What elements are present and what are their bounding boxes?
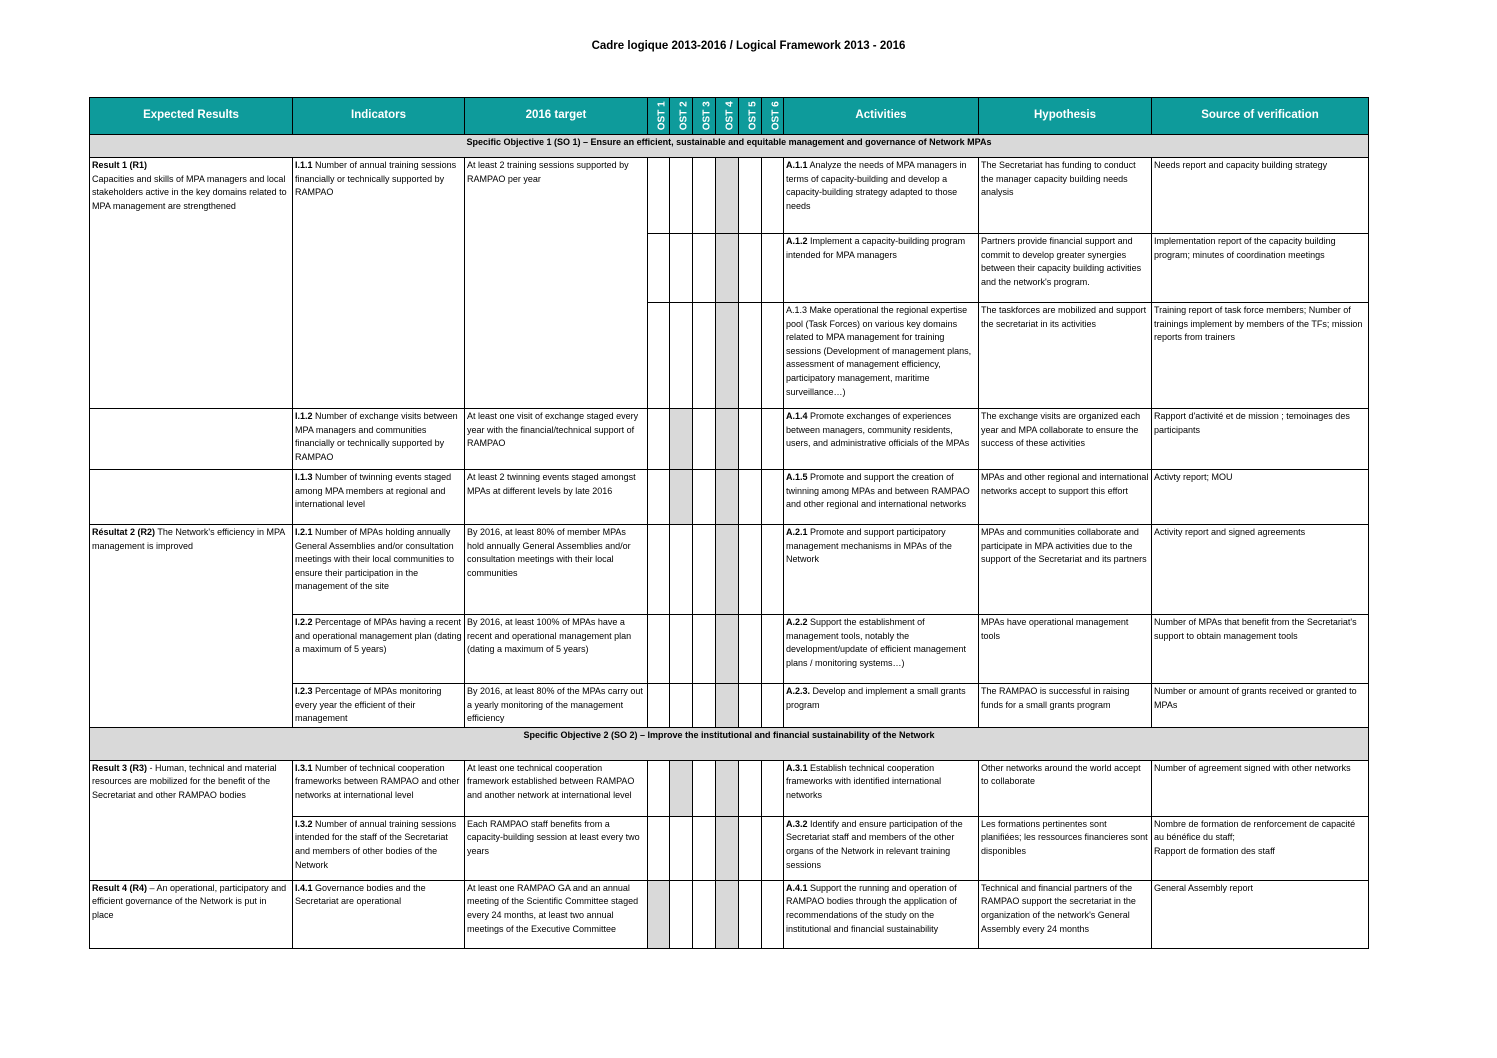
hypothesis-cell: The RAMPAO is successful in raising funds for a small grants program bbox=[979, 684, 1152, 728]
header-target: 2016 target bbox=[465, 98, 648, 135]
header-ost-6: OST 6 bbox=[762, 98, 784, 135]
activity-cell: A.1.2 Implement a capacity-building program intended for MPA managers bbox=[784, 234, 979, 303]
source-cell: Number or amount of grants received or granted to MPAs bbox=[1152, 684, 1369, 728]
activity-cell: A.4.1 Support the running and operation of RAMPAO bodies through the application of recommendations of the study on the institutional and financial sustainability bbox=[784, 880, 979, 948]
ost-cell bbox=[693, 880, 716, 948]
activity-cell: A.2.1 Promote and support participatory management mechanisms in MPAs of the Network bbox=[784, 525, 979, 615]
ost-cell bbox=[739, 615, 762, 684]
ost-cell bbox=[670, 816, 693, 880]
result-cell: Result 1 (R1) Capacities and skills of MPA managers and local stakeholders active in the key domains related to MPA management are strengthened bbox=[90, 158, 293, 409]
header-ost-4: OST 4 bbox=[716, 98, 739, 135]
target-cell: By 2016, at least 80% of member MPAs hold annually General Assemblies and/or consultation meetings with their local communities bbox=[465, 525, 648, 615]
ost-cell bbox=[716, 525, 739, 615]
logical-framework-table bbox=[89, 97, 1369, 949]
indicator-cell: I.2.2 Percentage of MPAs having a recent and operational management plan (dating a maximum of 5 years) bbox=[293, 615, 465, 684]
source-cell: Rapport d'activité et de mission ; temoinages des participants bbox=[1152, 409, 1369, 470]
ost-cell bbox=[739, 470, 762, 525]
ost-cell bbox=[739, 880, 762, 948]
source-cell: Implementation report of the capacity building program; minutes of coordination meetings bbox=[1152, 234, 1369, 303]
ost-cell bbox=[693, 615, 716, 684]
ost-cell bbox=[693, 816, 716, 880]
header-activities: Activities bbox=[784, 98, 979, 135]
hypothesis-cell: MPAs have operational management tools bbox=[979, 615, 1152, 684]
header-source: Source of verification bbox=[1152, 98, 1369, 135]
ost-cell bbox=[716, 760, 739, 816]
target-cell: At least one visit of exchange staged every year with the financial/technical support of RAMPAO bbox=[465, 409, 648, 470]
target-cell: Each RAMPAO staff benefits from a capacity-building session at least every two years bbox=[465, 816, 648, 880]
table-row bbox=[90, 880, 1369, 948]
ost-cell bbox=[716, 234, 739, 303]
hypothesis-cell: Other networks around the world accept to collaborate bbox=[979, 760, 1152, 816]
ost-cell bbox=[648, 760, 670, 816]
ost-cell bbox=[716, 684, 739, 728]
ost-cell bbox=[670, 615, 693, 684]
activity-cell: A.1.4 Promote exchanges of experiences between managers, community residents, users, and administrative officials of the MPAs bbox=[784, 409, 979, 470]
ost-cell bbox=[648, 525, 670, 615]
indicator-cell: I.3.1 Number of technical cooperation frameworks between RAMPAO and other networks at international level bbox=[293, 760, 465, 816]
ost-cell bbox=[648, 409, 670, 470]
source-cell: Activity report and signed agreements bbox=[1152, 525, 1369, 615]
activity-cell: A.1.3 Make operational the regional expertise pool (Task Forces) on various key domains related to MPA management for training sessions (Development of management plans, assessment of management efficiency, participatory management, maritime surveillance…) bbox=[784, 303, 979, 409]
ost-cell bbox=[693, 525, 716, 615]
ost-cell bbox=[762, 760, 784, 816]
ost-cell bbox=[693, 409, 716, 470]
result-cell: Résultat 2 (R2) The Network's efficiency in MPA management is improved bbox=[90, 525, 293, 728]
header-ost-5: OST 5 bbox=[739, 98, 762, 135]
ost-cell bbox=[762, 234, 784, 303]
ost-cell bbox=[670, 409, 693, 470]
ost-cell bbox=[762, 880, 784, 948]
ost-cell bbox=[693, 158, 716, 234]
header-hypothesis: Hypothesis bbox=[979, 98, 1152, 135]
header-expected-results: Expected Results bbox=[90, 98, 293, 135]
hypothesis-cell: Les formations pertinentes sont planifiées; les ressources financieres sont disponibles bbox=[979, 816, 1152, 880]
result-cell: Result 4 (R4) – An operational, participatory and efficient governance of the Network is put in place bbox=[90, 880, 293, 948]
ost-cell bbox=[670, 760, 693, 816]
ost-cell bbox=[762, 470, 784, 525]
hypothesis-cell: MPAs and other regional and international networks accept to support this effort bbox=[979, 470, 1152, 525]
ost-cell bbox=[762, 525, 784, 615]
ost-cell bbox=[693, 234, 716, 303]
source-cell: General Assembly report bbox=[1152, 880, 1369, 948]
ost-cell bbox=[716, 615, 739, 684]
ost-cell bbox=[670, 525, 693, 615]
ost-cell bbox=[648, 816, 670, 880]
specific-objective-2: Specific Objective 2 (SO 2) – Improve the institutional and financial sustainability of the Network bbox=[90, 727, 1369, 760]
target-cell: At least 2 training sessions supported by RAMPAO per year bbox=[465, 158, 648, 409]
header-indicators: Indicators bbox=[293, 98, 465, 135]
ost-cell bbox=[716, 816, 739, 880]
indicator-cell: I.1.2 Number of exchange visits between MPA managers and communities financially or technically supported by RAMPAO bbox=[293, 409, 465, 470]
ost-cell bbox=[739, 234, 762, 303]
hypothesis-cell: Technical and financial partners of the RAMPAO support the secretariat in the organization of the network's General Assembly every 24 months bbox=[979, 880, 1152, 948]
ost-cell bbox=[739, 158, 762, 234]
ost-cell bbox=[762, 684, 784, 728]
header-ost-1: OST 1 bbox=[648, 98, 670, 135]
table-row bbox=[90, 470, 1369, 525]
ost-cell bbox=[739, 409, 762, 470]
target-cell: At least one RAMPAO GA and an annual meeting of the Scientific Committee staged every 24 months, at least two annual meetings of the Executive Committee bbox=[465, 880, 648, 948]
target-cell: At least 2 twinning events staged amongst MPAs at different levels by late 2016 bbox=[465, 470, 648, 525]
indicator-cell: I.1.1 Number of annual training sessions financially or technically supported by RAMPAO bbox=[293, 158, 465, 409]
ost-cell bbox=[693, 760, 716, 816]
activity-cell: A.3.2 Identify and ensure participation of the Secretariat staff and members of the other organs of the Network in relevant training sessions bbox=[784, 816, 979, 880]
activity-cell: A.1.5 Promote and support the creation of twinning among MPAs and between RAMPAO and other regional and international networks bbox=[784, 470, 979, 525]
ost-cell bbox=[739, 303, 762, 409]
target-cell: At least one technical cooperation framework established between RAMPAO and another network at international level bbox=[465, 760, 648, 816]
ost-cell bbox=[648, 158, 670, 234]
indicator-cell: I.4.1 Governance bodies and the Secretariat are operational bbox=[293, 880, 465, 948]
ost-cell bbox=[693, 303, 716, 409]
source-cell: Number of MPAs that benefit from the Secretariat's support to obtain management tools bbox=[1152, 615, 1369, 684]
ost-cell bbox=[762, 409, 784, 470]
result-cell: Result 3 (R3) - Human, technical and material resources are mobilized for the benefit of the Secretariat and other RAMPAO bodies bbox=[90, 760, 293, 880]
ost-cell bbox=[739, 525, 762, 615]
table-row bbox=[90, 760, 1369, 816]
table-row bbox=[90, 409, 1369, 470]
ost-cell bbox=[670, 158, 693, 234]
header-ost-2: OST 2 bbox=[670, 98, 693, 135]
result-cell-empty bbox=[90, 409, 293, 470]
hypothesis-cell: MPAs and communities collaborate and participate in MPA activities due to the support of the Secretariat and its partners bbox=[979, 525, 1152, 615]
ost-cell bbox=[716, 409, 739, 470]
activity-cell: A.3.1 Establish technical cooperation frameworks with identified international networks bbox=[784, 760, 979, 816]
header-row bbox=[90, 98, 1369, 135]
source-cell: Activty report; MOU bbox=[1152, 470, 1369, 525]
ost-cell bbox=[693, 470, 716, 525]
ost-cell bbox=[762, 615, 784, 684]
ost-cell bbox=[716, 303, 739, 409]
ost-cell bbox=[648, 234, 670, 303]
hypothesis-cell: Partners provide financial support and commit to develop greater synergies between their capacity building activities and the network's program. bbox=[979, 234, 1152, 303]
ost-cell bbox=[648, 684, 670, 728]
specific-objective-row bbox=[90, 727, 1369, 760]
ost-cell bbox=[670, 303, 693, 409]
ost-cell bbox=[739, 684, 762, 728]
ost-cell bbox=[739, 760, 762, 816]
ost-cell bbox=[670, 684, 693, 728]
target-cell: By 2016, at least 80% of the MPAs carry out a yearly monitoring of the management efficiency bbox=[465, 684, 648, 728]
table-row bbox=[90, 158, 1369, 234]
target-cell: By 2016, at least 100% of MPAs have a recent and operational management plan (dating a maximum of 5 years) bbox=[465, 615, 648, 684]
specific-objective-1: Specific Objective 1 (SO 1) – Ensure an efficient, sustainable and equitable management and governance of Network MPAs bbox=[90, 135, 1369, 158]
header-ost-3: OST 3 bbox=[693, 98, 716, 135]
ost-cell bbox=[693, 684, 716, 728]
indicator-cell: I.1.3 Number of twinning events staged among MPA members at regional and international level bbox=[293, 470, 465, 525]
ost-cell bbox=[648, 470, 670, 525]
source-cell: Nombre de formation de renforcement de capacité au bénéfice du staff; Rapport de formation des staff bbox=[1152, 816, 1369, 880]
indicator-cell: I.2.3 Percentage of MPAs monitoring every year the efficient of their management bbox=[293, 684, 465, 728]
table-row bbox=[90, 525, 1369, 615]
ost-cell bbox=[762, 158, 784, 234]
ost-cell bbox=[762, 816, 784, 880]
indicator-cell: I.3.2 Number of annual training sessions intended for the staff of the Secretariat and members of other bodies of the Network bbox=[293, 816, 465, 880]
ost-cell bbox=[670, 470, 693, 525]
activity-cell: A.2.2 Support the establishment of management tools, notably the development/update of efficient management plans / monitoring systems…) bbox=[784, 615, 979, 684]
ost-cell bbox=[762, 303, 784, 409]
ost-cell bbox=[648, 615, 670, 684]
ost-cell bbox=[670, 234, 693, 303]
hypothesis-cell: The taskforces are mobilized and support the secretariat in its activities bbox=[979, 303, 1152, 409]
specific-objective-row bbox=[90, 135, 1369, 158]
ost-cell bbox=[739, 816, 762, 880]
activity-cell: A.1.1 Analyze the needs of MPA managers in terms of capacity-building and develop a capacity-building strategy adapted to those needs bbox=[784, 158, 979, 234]
source-cell: Training report of task force members; Number of trainings implement by members of the TFs; mission reports from trainers bbox=[1152, 303, 1369, 409]
ost-cell bbox=[648, 303, 670, 409]
ost-cell bbox=[716, 880, 739, 948]
hypothesis-cell: The exchange visits are organized each year and MPA collaborate to ensure the success of these activities bbox=[979, 409, 1152, 470]
indicator-cell: I.2.1 Number of MPAs holding annually General Assemblies and/or consultation meetings with their local communities to ensure their participation in the management of the site bbox=[293, 525, 465, 615]
ost-cell bbox=[648, 880, 670, 948]
ost-cell bbox=[716, 158, 739, 234]
activity-cell: A.2.3. Develop and implement a small grants program bbox=[784, 684, 979, 728]
result-cell-empty bbox=[90, 470, 293, 525]
ost-cell bbox=[670, 880, 693, 948]
hypothesis-cell: The Secretariat has funding to conduct the manager capacity building needs analysis bbox=[979, 158, 1152, 234]
ost-cell bbox=[716, 470, 739, 525]
page-title: Cadre logique 2013-2016 / Logical Framework 2013 - 2016 bbox=[591, 40, 906, 52]
source-cell: Number of agreement signed with other networks bbox=[1152, 760, 1369, 816]
source-cell: Needs report and capacity building strategy bbox=[1152, 158, 1369, 234]
